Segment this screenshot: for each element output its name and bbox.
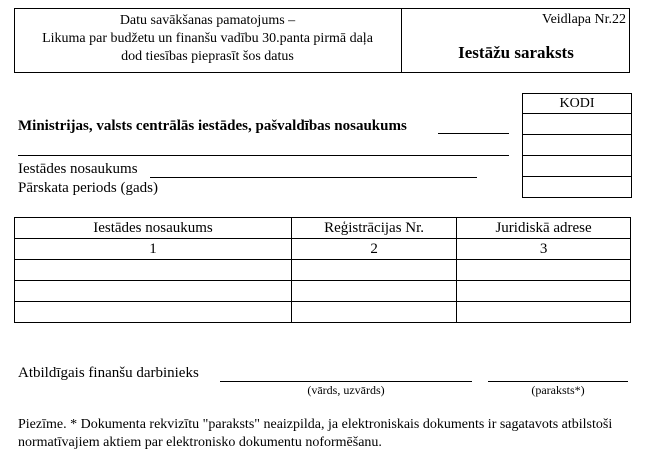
table-cell[interactable]	[15, 281, 292, 302]
table-row	[15, 260, 631, 281]
codes-title: KODI	[522, 93, 632, 114]
table-header-row	[15, 218, 631, 239]
institutions-table	[14, 217, 631, 323]
name-hint: (vārds, uzvārds)	[307, 383, 385, 397]
signature-field-line[interactable]	[488, 381, 628, 382]
data-basis-text	[14, 12, 401, 66]
table-row	[15, 302, 631, 323]
table-cell[interactable]	[291, 281, 456, 302]
col-header-address: Juridiskā adrese	[457, 218, 631, 239]
page-title: Iestāžu saraksts	[458, 43, 574, 62]
institution-field-line[interactable]	[150, 177, 477, 178]
name-field-line[interactable]	[220, 381, 472, 382]
table-cell[interactable]	[457, 281, 631, 302]
table-cell[interactable]	[457, 260, 631, 281]
institution-label: Iestādes nosaukums	[18, 161, 138, 177]
data-basis-line-2: Likuma par budžetu un finanšu vadību 30.panta pirmā daļa	[42, 31, 373, 46]
signature-hint: (paraksts*)	[531, 383, 585, 397]
data-basis-line-1: Datu savākšanas pamatojums –	[119, 13, 296, 28]
responsible-officer-label: Atbildīgais finanšu darbinieks	[18, 365, 199, 381]
table-cell[interactable]	[457, 302, 631, 323]
code-cell-1[interactable]	[522, 114, 632, 135]
form-number: Veidlapa Nr.22	[542, 12, 626, 27]
code-cell-4[interactable]	[522, 177, 632, 198]
data-basis-line-3: dod tiesības pieprasīt šos datus	[121, 49, 294, 64]
code-cell-2[interactable]	[522, 135, 632, 156]
table-number-row	[15, 239, 631, 260]
table-row	[15, 281, 631, 302]
code-cell-3[interactable]	[522, 156, 632, 177]
footnote: Piezīme. * Dokumenta rekvizītu "paraksts" neaizpilda, ja elektroniskais dokuments ir sagatavots atbilstoši normatīvajiem aktiem par elektronisko dokumentu noformēšanu.	[18, 417, 613, 450]
table-cell[interactable]	[15, 260, 292, 281]
col-number-2: 2	[291, 239, 456, 260]
period-label: Pārskata periods (gads)	[18, 180, 158, 196]
ministry-field-line-2[interactable]	[18, 155, 509, 156]
ministry-field-line[interactable]	[438, 133, 509, 134]
codes-box	[522, 93, 632, 198]
col-number-3: 3	[457, 239, 631, 260]
col-header-reg-no: Reģistrācijas Nr.	[291, 218, 456, 239]
table-cell[interactable]	[291, 260, 456, 281]
table-cell[interactable]	[15, 302, 292, 323]
col-header-name: Iestādes nosaukums	[15, 218, 292, 239]
ministry-label: Ministrijas, valsts centrālās iestādes, pašvaldības nosaukums	[18, 118, 407, 134]
table-cell[interactable]	[291, 302, 456, 323]
col-number-1: 1	[15, 239, 292, 260]
